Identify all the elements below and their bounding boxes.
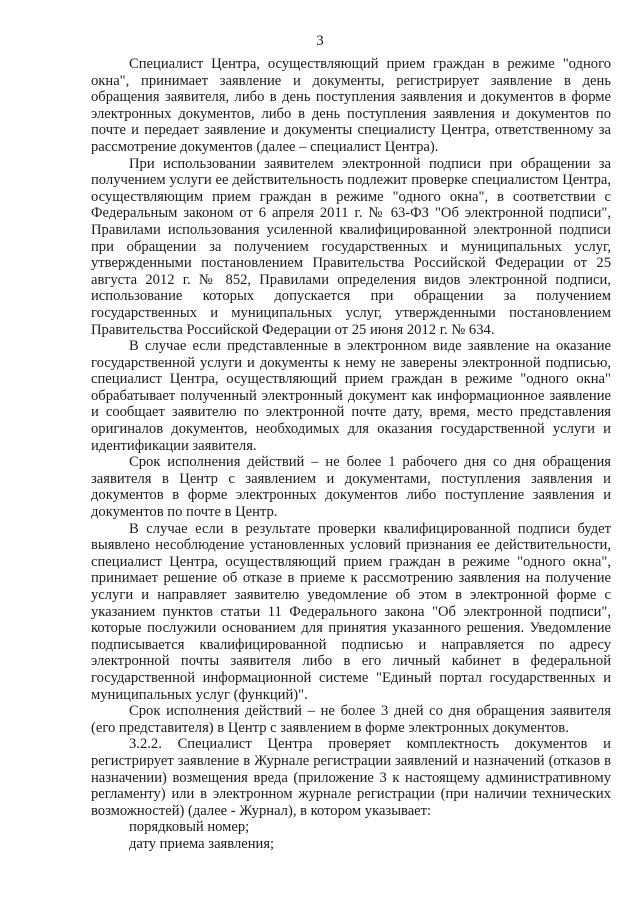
- paragraph-section-3-2-2: 3.2.2. Специалист Центра проверяет комплектность документов и регистрирует заявление в Журнале регистрации заявлений и назначений (отказов в назначении) возмещения вреда (приложение 3 к настоящему административному регламенту) или в электронном журнале регистрации (при наличии технических возможностей) (далее - Журнал), в котором указывает:: [91, 736, 611, 819]
- list-item-serial-number: порядковый номер;: [129, 819, 250, 836]
- paragraph-deadline-3-days: Срок исполнения действий – не более 3 дней со дня обращения заявителя (его представителя) в Центр с заявлением в форме электронных документов.: [91, 703, 611, 736]
- paragraph-registration: Специалист Центра, осуществляющий прием граждан в режиме "одного окна", принимает заявление и документы, регистрирует заявление в день обращения заявителя, либо в день поступления заявления и документов в форме электронных документов, либо в день поступления заявления и документов по почте и передает заявление и документы специалисту Центра, ответственному за рассмотрение документов (далее – специалист Центра).: [91, 56, 611, 155]
- list-item-application-date: дату приема заявления;: [129, 835, 275, 852]
- paragraph-deadline-1-day: Срок исполнения действий – не более 1 рабочего дня со дня обращения заявителя в Центр с заявлением и документами, поступления заявления и документов в форме электронных документов либо поступление заявления и документов по почте в Центр.: [91, 454, 611, 521]
- paragraph-electronic-signature-check: При использовании заявителем электронной подписи при обращении за получением услуги ее действительность подлежит проверке специалистом Центра, осуществляющим прием граждан в режиме "одного окна", в соответствии с Федеральным законом от 6 апреля 2011 г. № 63-ФЗ "Об электронной подписи", Правилами использования усиленной квалифицированной электронной подписи при обращении за получением государственных и муниципальных услуг, утвержденными постановлением Правительства Российской Федерации от 25 августа 2012 г. № 852, Правилами определения видов электронной подписи, использование которых допускается при обращении за получением государственных и муниципальных услуг, утвержденными постановлением Правительства Российской Федерации от 25 июня 2012 г. № 634.: [91, 155, 611, 338]
- paragraph-signature-invalid: В случае если в результате проверки квалифицированной подписи будет выявлено несоблюдение установленных условий признания ее действительности, специалист Центра, осуществляющий прием граждан в режиме "одного окна", принимает решение об отказе в приеме к рассмотрению заявления на получение услуги и направляет заявителю уведомление об этом в электронной форме с указанием пунктов статьи 11 Федерального закона "Об электронной подписи", которые послужили основанием для принятия указанного решения. Уведомление подписывается квалифицированной подписью и направляется по адресу электронной почты заявителя либо в его личный кабинет в федеральной государственной информационной системе "Единый портал государственных и муниципальных услуг (функций)".: [91, 520, 611, 703]
- paragraph-unsigned-documents: В случае если представленные в электронном виде заявление на оказание государственной услуги и документы к нему не заверены электронной подписью, специалист Центра, осуществляющий прием граждан в режиме "одного окна" обрабатывает полученный электронный документ как информационное заявление и сообщает заявителю по электронной почте дату, время, место представления оригиналов документов, необходимых для оказания государственной услуги и идентификации заявителя.: [91, 338, 611, 454]
- document-body: [91, 56, 611, 853]
- page-number: 3: [316, 33, 324, 49]
